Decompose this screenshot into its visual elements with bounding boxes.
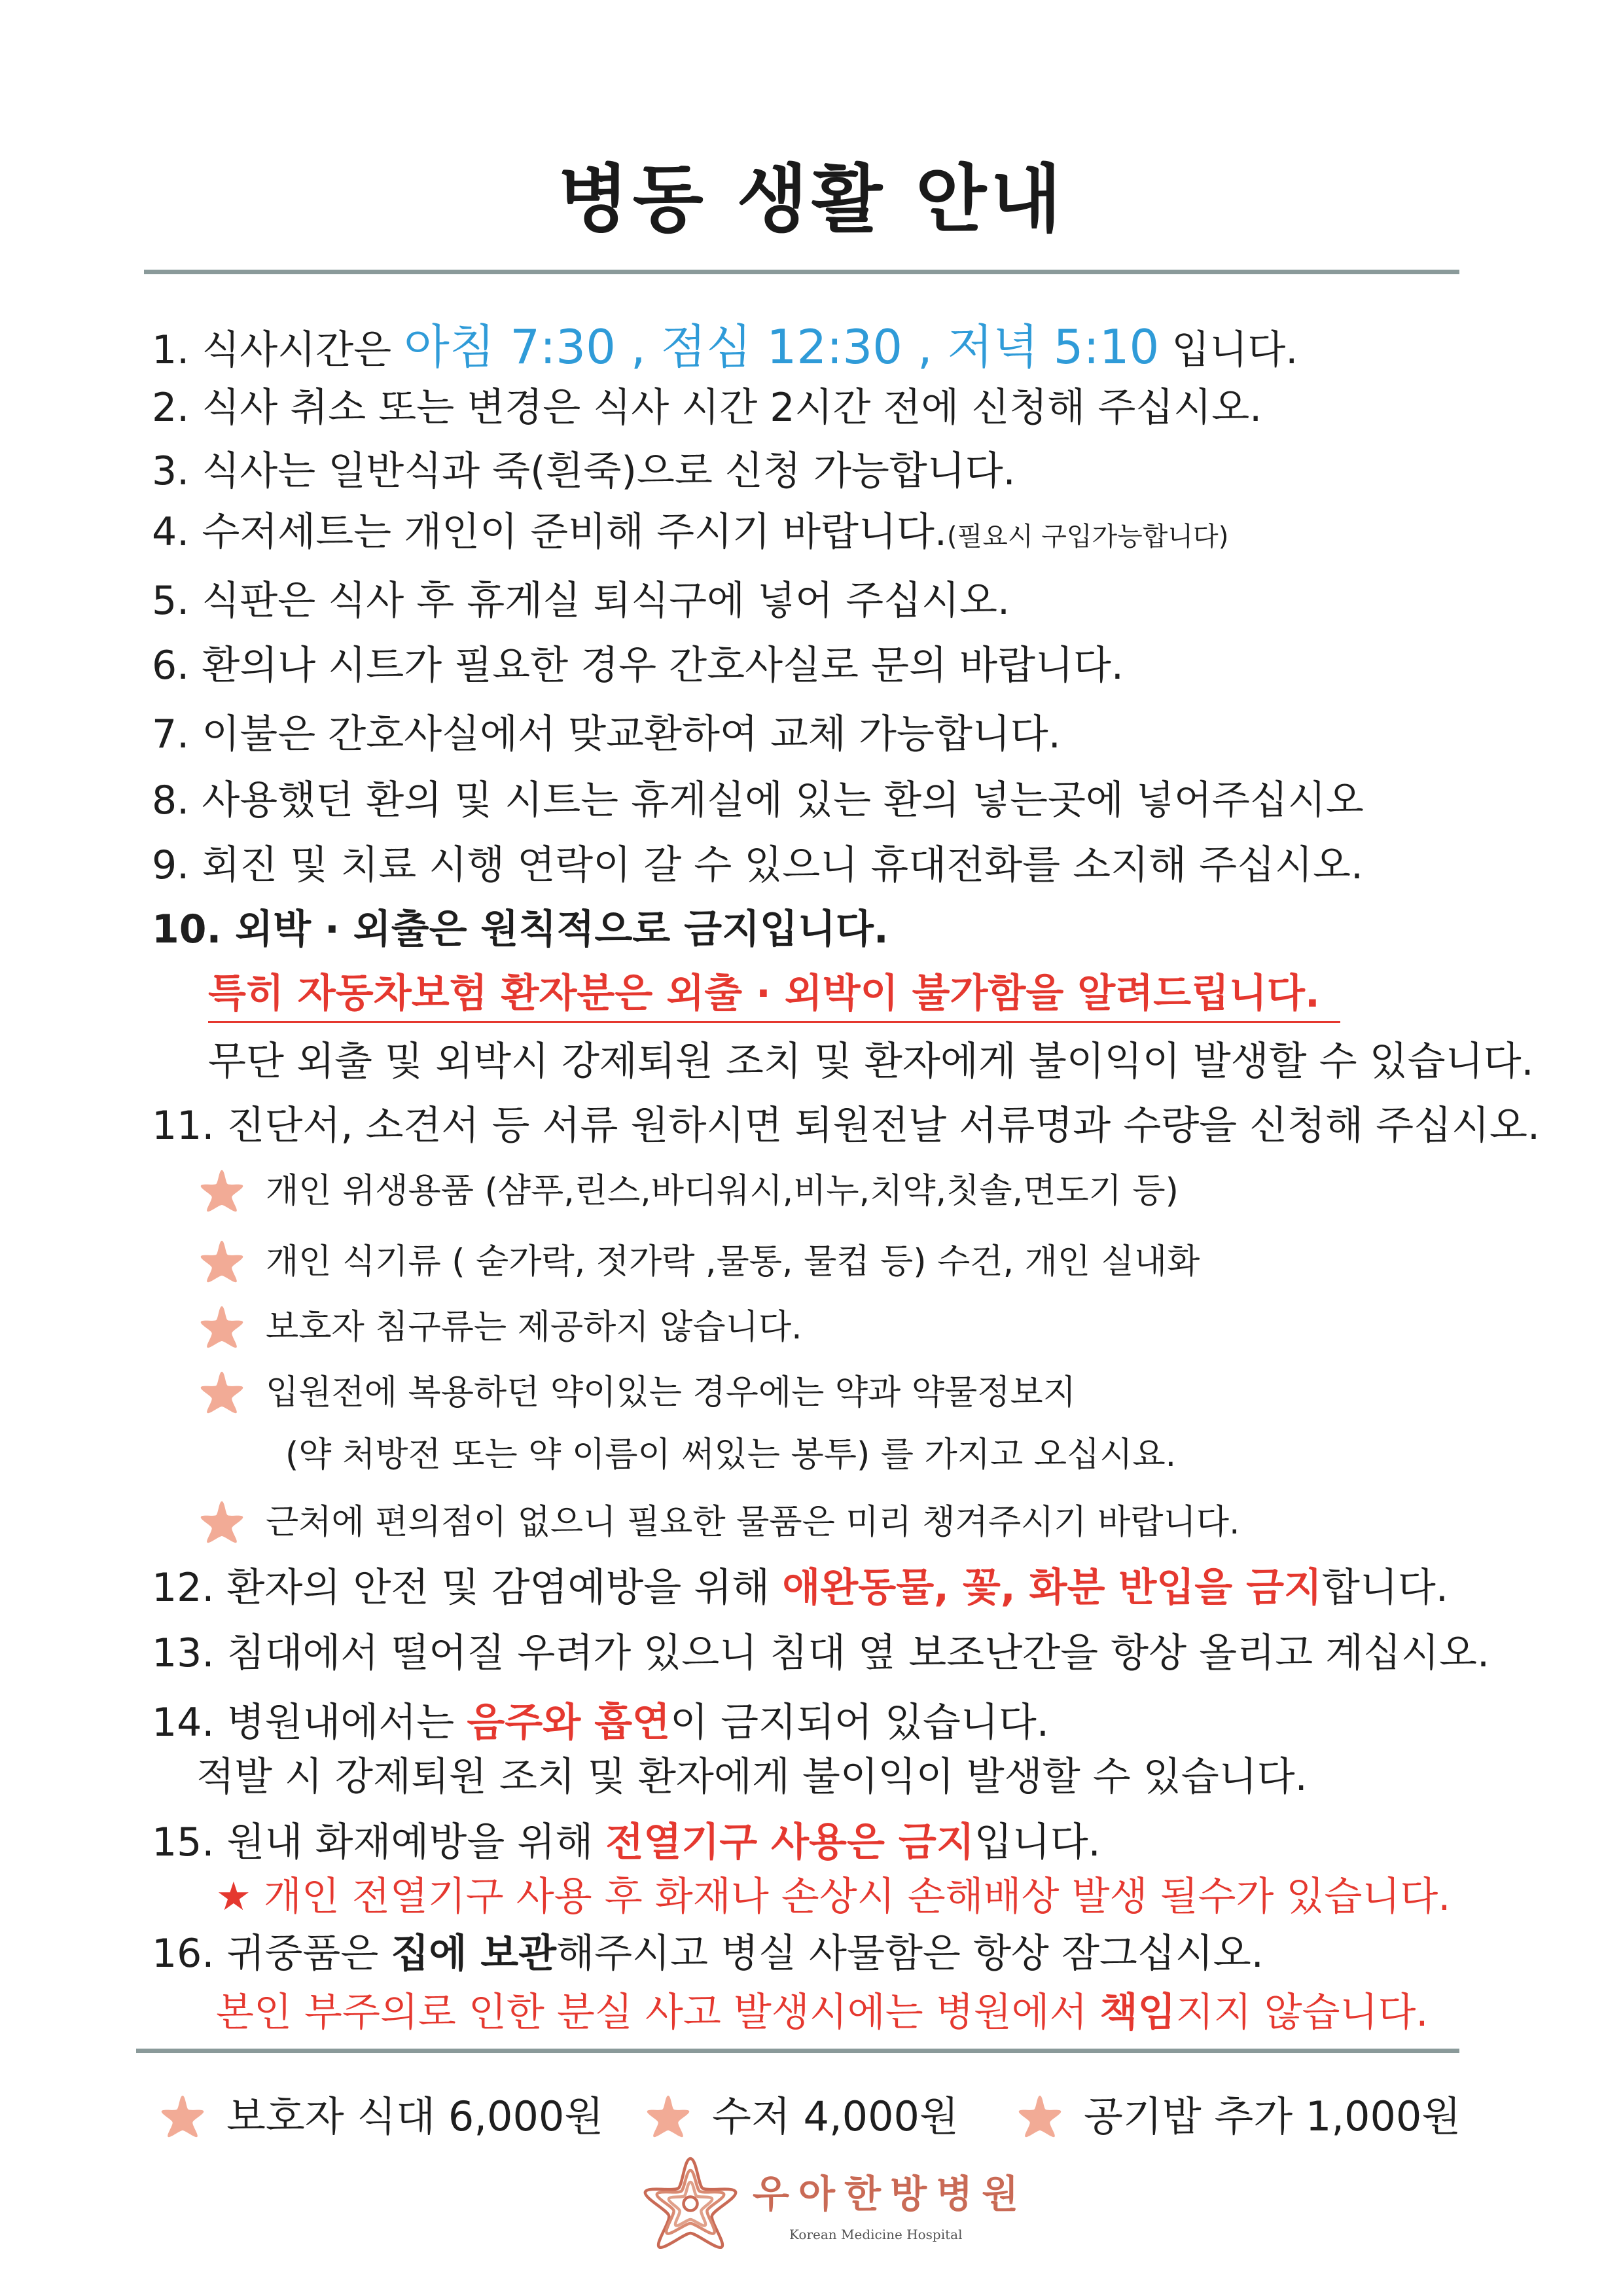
flower-star-icon: [196, 1239, 247, 1285]
bullet-item: 근처에 편의점이 없으니 필요한 물품은 미리 챙겨주시기 바랍니다.: [196, 1498, 1240, 1545]
item-12: 12. 환자의 안전 및 감염예방을 위해 애완동물, 꽃, 화분 반입을 금지합니다.: [152, 1565, 1448, 1611]
item-15: 15. 원내 화재예방을 위해 전열기구 사용은 금지입니다.: [152, 1820, 1101, 1865]
warning-underline: [208, 1021, 1340, 1023]
item-2: 2. 식사 취소 또는 변경은 식사 시간 2시간 전에 신청해 주십시오.: [152, 385, 1262, 431]
item-9: 9. 회진 및 치료 시행 연락이 갈 수 있으니 휴대전화를 소지해 주십시오.: [152, 842, 1364, 888]
fee-guardian-meal: 보호자 식대 6,000원: [157, 2085, 603, 2146]
fee-extra-rice: 공기밥 추가 1,000원: [1014, 2085, 1461, 2146]
item-14-note: 적발 시 강제퇴원 조치 및 환자에게 불이익이 발생할 수 있습니다.: [196, 1754, 1308, 1800]
bullet-item: 보호자 침구류는 제공하지 않습니다.: [196, 1302, 802, 1350]
item-6: 6. 환의나 시트가 필요한 경우 간호사실로 문의 바랍니다.: [152, 643, 1124, 689]
hospital-subtitle: Korean Medicine Hospital: [789, 2227, 963, 2242]
meal-times: 아침 7:30 , 점심 12:30 , 저녁 5:10: [404, 319, 1160, 374]
item-3: 3. 식사는 일반식과 죽(흰죽)으로 신청 가능합니다.: [152, 448, 1016, 494]
flower-star-icon: [196, 1499, 247, 1545]
item-16-warning: 본인 부주의로 인한 분실 사고 발생시에는 병원에서 책임지지 않습니다.: [216, 1990, 1429, 2036]
flower-star-icon: [1014, 2094, 1065, 2140]
item-10-warning: 특히 자동차보험 환자분은 외출 · 외박이 불가함을 알려드립니다.: [208, 971, 1320, 1016]
item-4: 4. 수저세트는 개인이 준비해 주시기 바랍니다.(필요시 구입가능합니다): [152, 509, 1229, 555]
flower-star-icon: [196, 1370, 247, 1416]
item-13: 13. 침대에서 떨어질 우려가 있으니 침대 옆 보조난간을 항상 올리고 계십시오.: [152, 1630, 1490, 1676]
item-5: 5. 식판은 식사 후 휴게실 퇴식구에 넣어 주십시오.: [152, 578, 1010, 624]
bullet-item: 개인 위생용품 (샴푸,린스,바디워시,비누,치약,칫솔,면도기 등): [196, 1166, 1179, 1214]
top-divider: [144, 270, 1459, 274]
bullet-item: 개인 식기류 ( 숟가락, 젓가락 ,물통, 물컵 등) 수건, 개인 실내화: [196, 1237, 1200, 1285]
item-1: 1. 식사시간은 아침 7:30 , 점심 12:30 , 저녁 5:10 입니다.: [152, 319, 1298, 374]
hospital-name: 우아한방병원: [753, 2172, 1028, 2216]
bullet-item: 입원전에 복용하던 약이있는 경우에는 약과 약물정보지: [196, 1368, 1076, 1416]
fee-utensils: 수저 4,000원: [643, 2085, 959, 2146]
bullet-continuation: (약 처방전 또는 약 이름이 써있는 봉투) 를 가지고 오십시요.: [285, 1435, 1177, 1475]
item-10-note: 무단 외출 및 외박시 강제퇴원 조치 및 환자에게 불이익이 발생할 수 있습니다.: [208, 1039, 1534, 1085]
item-7: 7. 이불은 간호사실에서 맞교환하여 교체 가능합니다.: [152, 711, 1061, 757]
item-14: 14. 병원내에서는 음주와 흡연이 금지되어 있습니다.: [152, 1700, 1049, 1746]
flower-star-icon: [196, 1168, 247, 1214]
item-10: 10. 외박 · 외출은 원칙적으로 금지입니다.: [152, 906, 889, 952]
item-4-note: (필요시 구입가능합니다): [946, 522, 1229, 552]
bottom-divider: [136, 2049, 1459, 2053]
item-11: 11. 진단서, 소견서 등 서류 원하시면 퇴원전날 서류명과 수량을 신청해 주십시오.: [152, 1103, 1541, 1149]
page-title: 병동 생활 안내: [558, 157, 1065, 242]
item-16: 16. 귀중품은 집에 보관해주시고 병실 사물함은 항상 잠그십시오.: [152, 1931, 1264, 1977]
hospital-logo-icon: [641, 2155, 740, 2253]
flower-star-icon: [643, 2094, 694, 2140]
flower-star-icon: [196, 1304, 247, 1350]
item-15-warning: ★ 개인 전열기구 사용 후 화재나 손상시 손해배상 발생 될수가 있습니다.: [216, 1874, 1451, 1920]
item-8: 8. 사용했던 환의 및 시트는 휴게실에 있는 환의 넣는곳에 넣어주십시오: [152, 778, 1364, 823]
flower-star-icon: [157, 2094, 208, 2140]
